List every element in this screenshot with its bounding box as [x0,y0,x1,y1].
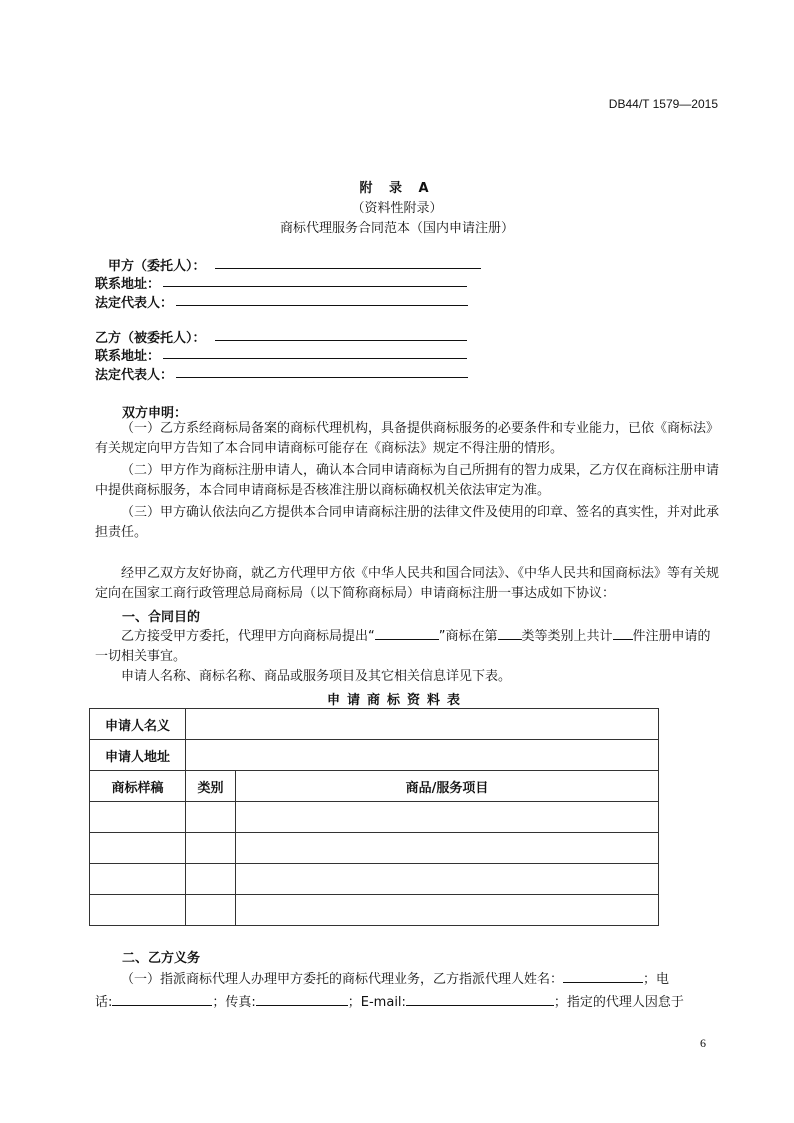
col-header-class: 类别 [186,771,236,802]
class-cell[interactable] [186,895,236,926]
party-b-address-blank[interactable] [163,358,467,359]
table-row [90,833,659,864]
col-header-sample: 商标样稿 [90,771,186,802]
party-b-address-label: 联系地址： [95,349,161,364]
fax-blank[interactable] [256,992,348,1006]
section-2-line-2 [95,991,684,1010]
goods-cell[interactable] [236,833,659,864]
party-a-address-blank[interactable] [163,286,467,287]
applicant-address-cell[interactable] [186,740,659,771]
party-a-rep-blank[interactable] [176,305,468,306]
email-blank[interactable] [406,992,554,1006]
class-number-blank[interactable] [498,626,522,640]
email-label: ；E-mail: [347,995,406,1010]
party-a-rep-label: 法定代表人： [95,296,174,311]
contract-title: 商标代理服务合同范本（国内申请注册） [279,221,514,236]
party-a-name-label: 甲方（委托人）： [108,259,206,274]
applicant-address-label: 申请人地址 [90,740,186,771]
table-row [90,895,659,926]
trademark-name-blank[interactable] [375,626,439,640]
table-row [90,864,659,895]
table-row [90,802,659,833]
goods-cell[interactable] [236,864,659,895]
section-2-text-a: （一）指派商标代理人办理甲方委托的商标代理业务，乙方指派代理人姓名： [121,972,564,987]
document-code: DB44/T 1579—2015 [608,97,718,111]
appendix-title: 附 录 A [359,181,435,196]
declaration-heading: 双方申明： [122,406,188,421]
section-1-paragraph-1 [95,626,719,667]
declaration-paragraph-3: （三）甲方确认依法向乙方提供本合同申请商标注册的法律文件及使用的印章、签名的真实性，并对此承担责任。 [95,505,720,540]
page-number: 6 [700,1036,706,1050]
declaration-paragraph-2: （二）甲方作为商标注册申请人，确认本合同申请商标为自己所拥有的智力成果，乙方仅在商标注册申请中提供商标服务，本合同申请商标是否核准注册以商标确权机关依法审定为准。 [95,463,720,498]
section-1-text-a: 乙方接受甲方委托，代理甲方向商标局提出“ [121,629,375,644]
trademark-application-table [89,708,659,926]
appendix-nature: （资料性附录） [351,201,443,216]
table-row [90,740,659,771]
section-2-text-f: ；指定的代理人因怠于 [553,995,684,1010]
phone-blank[interactable] [112,992,212,1006]
section-1-text-c: 类等类别上共计 [521,629,613,644]
goods-cell[interactable] [236,895,659,926]
declaration-paragraph-1: （一）乙方系经商标局备案的商标代理机构，具备提供商标服务的必要条件和专业能力，已依《商标法》有关规定向甲方告知了本合同申请商标可能存在《商标法》规定不得注册的情形。 [95,421,720,456]
class-cell[interactable] [186,864,236,895]
section-1-heading: 一、合同目的 [122,610,201,625]
table-row [90,771,659,802]
table-row [90,709,659,740]
section-1-text-b: ”商标在第 [438,629,498,644]
party-b-name-blank[interactable] [215,340,467,341]
section-2-text-b: ；电 [643,972,670,987]
section-2-line-1 [121,968,669,987]
phone-label: 话: [95,995,113,1010]
col-header-goods: 商品/服务项目 [236,771,659,802]
party-b-rep-label: 法定代表人： [95,368,174,383]
section-1-paragraph-2: 申请人名称、商标名称、商品或服务项目及其它相关信息详见下表。 [121,669,512,684]
section-2-heading: 二、乙方义务 [122,951,201,966]
party-b-rep-blank[interactable] [176,377,468,378]
sample-cell[interactable] [90,864,186,895]
party-a-address-label: 联系地址： [95,277,161,292]
agent-name-blank[interactable] [563,969,643,983]
applicant-name-label: 申请人名义 [90,709,186,740]
sample-cell[interactable] [90,895,186,926]
class-cell[interactable] [186,802,236,833]
sample-cell[interactable] [90,833,186,864]
party-b-name-label: 乙方（被委托人）： [95,331,206,346]
applicant-name-cell[interactable] [186,709,659,740]
party-a-name-blank[interactable] [215,268,481,269]
agreement-intro: 经甲乙双方友好协商，就乙方代理甲方依《中华人民共和国合同法》、《中华人民共和国商标法》等有关规定向在国家工商行政管理总局商标局（以下简称商标局）申请商标注册一事达成如下协议： [95,566,720,601]
section-1-text-d: 件注册申请的一切相关事宜。 [95,629,711,664]
class-cell[interactable] [186,833,236,864]
sample-cell[interactable] [90,802,186,833]
goods-cell[interactable] [236,802,659,833]
application-count-blank[interactable] [613,626,633,640]
table-caption: 申请商标资料表 [326,693,467,708]
fax-label: ；传真: [212,995,256,1010]
